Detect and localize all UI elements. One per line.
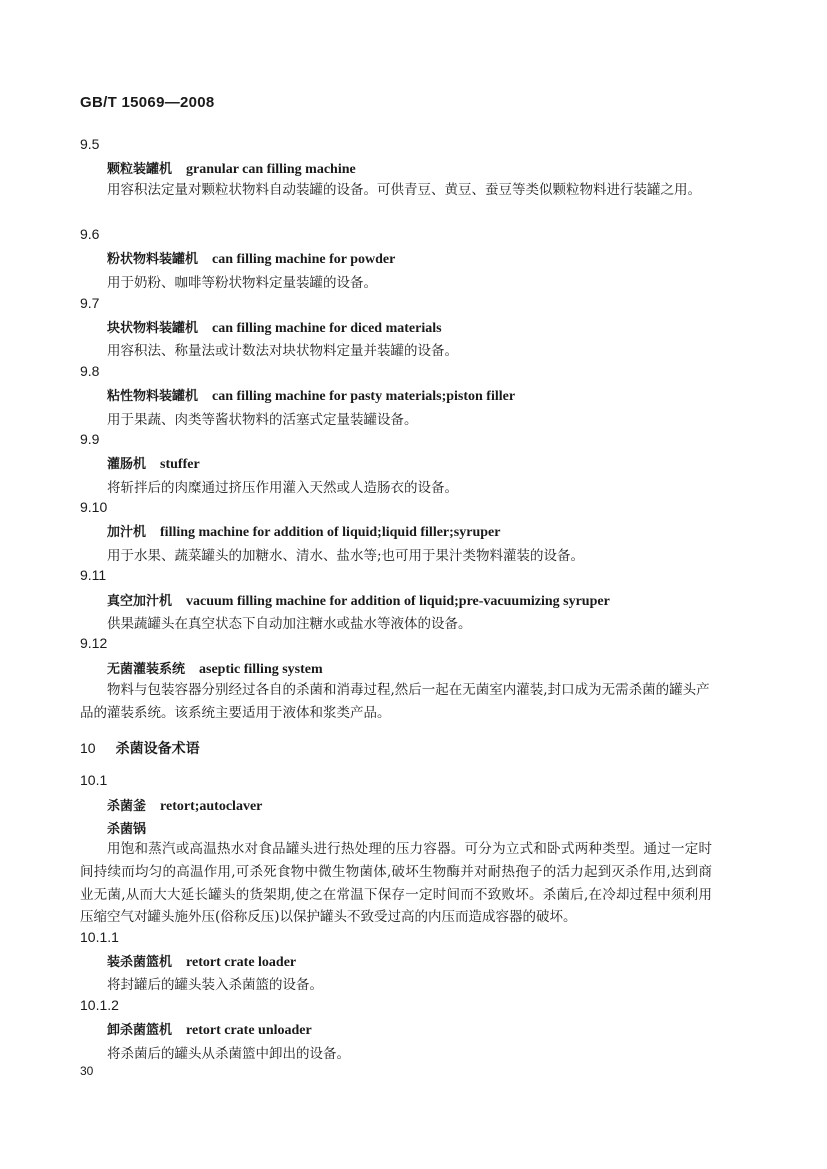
term-english: can filling machine for diced materials — [212, 321, 442, 336]
term-definition: 将封罐后的罐头装入杀菌篮的设备。 — [107, 977, 323, 993]
term-chinese: 粉状物料装罐机 — [107, 252, 199, 267]
term-english: stuffer — [160, 457, 200, 472]
term-heading — [107, 385, 515, 405]
term-definition: 用于水果、蔬菜罐头的加糖水、清水、盐水等;也可用于果汁类物料灌装的设备。 — [107, 548, 585, 564]
term-definition: 用于果蔬、肉类等酱状物料的活塞式定量装罐设备。 — [107, 412, 418, 428]
clause-number: 9.10 — [80, 499, 108, 515]
clause-number: 9.11 — [80, 567, 107, 583]
term-chinese: 颗粒装罐机 — [107, 162, 173, 177]
term-chinese: 无菌灌装系统 — [107, 662, 186, 677]
standard-header: GB/T 15069—2008 — [80, 94, 215, 111]
clause-number: 10.1 — [80, 772, 108, 788]
term-english: retort crate loader — [186, 955, 297, 970]
term-chinese: 加汁机 — [107, 525, 147, 540]
clause-number: 9.6 — [80, 226, 100, 242]
page-number: 30 — [80, 1064, 94, 1078]
term-chinese: 杀菌釜 — [107, 799, 147, 814]
term-heading — [107, 158, 356, 178]
clause-number: 9.9 — [80, 431, 100, 447]
clause-number: 9.8 — [80, 363, 100, 379]
clause-number: 9.7 — [80, 295, 100, 311]
term-heading — [107, 795, 262, 815]
term-english: granular can filling machine — [186, 162, 356, 177]
term-heading — [107, 453, 200, 473]
section-heading — [80, 738, 200, 758]
term-english: filling machine for addition of liquid;liquid filler;syruper — [160, 525, 501, 540]
term-english: aseptic filling system — [199, 662, 323, 677]
section-number: 10 — [80, 740, 96, 756]
clause-number: 9.5 — [80, 136, 100, 152]
term-definition: 用饱和蒸汽或高温热水对食品罐头进行热处理的压力容器。可分为立式和卧式两种类型。通过一定时间持续而均匀的高温作用,可杀死食物中微生物菌体,破坏生物酶并对耐热孢子的活力起到灭杀作用,达到商业无菌,从而大大延长罐头的货架期,使之在常温下保存一定时间而不致败坏。杀菌后,在冷却过程中须利用压缩空气对罐头施外压(俗称反压)以保护罐头不致受过高的内压而造成容器的破坏。 — [80, 841, 712, 926]
term-chinese: 卸杀菌篮机 — [107, 1023, 173, 1038]
term-chinese: 装杀菌篮机 — [107, 955, 173, 970]
term-english: retort crate unloader — [186, 1023, 312, 1038]
term-english: vacuum filling machine for addition of liquid;pre-vacuumizing syruper — [186, 594, 610, 609]
term-english: retort;autoclaver — [160, 799, 263, 814]
term-heading — [107, 951, 296, 971]
term-english: can filling machine for pasty materials;piston filler — [212, 389, 516, 404]
term-definition: 将杀菌后的罐头从杀菌篮中卸出的设备。 — [107, 1046, 350, 1062]
term-chinese: 块状物料装罐机 — [107, 321, 199, 336]
term-definition: 用容积法定量对颗粒状物料自动装罐的设备。可供青豆、黄豆、蚕豆等类似颗粒物料进行装罐之用。 — [107, 182, 701, 198]
term-chinese: 粘性物料装罐机 — [107, 389, 199, 404]
term-heading — [107, 317, 442, 337]
term-heading — [107, 590, 610, 610]
term-definition: 物料与包装容器分别经过各自的杀菌和消毒过程,然后一起在无菌室内灌装,封口成为无需杀菌的罐头产品的灌装系统。该系统主要适用于液体和浆类产品。 — [80, 682, 710, 721]
term-heading — [107, 521, 500, 541]
section-title: 杀菌设备术语 — [115, 741, 200, 757]
term-definition: 用容积法、称量法或计数法对块状物料定量并装罐的设备。 — [107, 343, 458, 359]
term-heading — [107, 1019, 312, 1039]
term-definition: 用于奶粉、咖啡等粉状物料定量装罐的设备。 — [107, 275, 377, 291]
term-heading — [107, 248, 395, 268]
term-heading — [107, 658, 323, 678]
term-definition: 供果蔬罐头在真空状态下自动加注糖水或盐水等液体的设备。 — [107, 616, 472, 632]
term-alternative: 杀菌锅 — [107, 822, 147, 837]
clause-number: 10.1.1 — [80, 929, 119, 945]
clause-number: 10.1.2 — [80, 997, 119, 1013]
term-definition: 将斩拌后的肉糜通过挤压作用灌入天然或人造肠衣的设备。 — [107, 480, 458, 496]
term-english: can filling machine for powder — [212, 252, 396, 267]
term-chinese: 真空加汁机 — [107, 594, 173, 609]
clause-number: 9.12 — [80, 635, 108, 651]
term-chinese: 灌肠机 — [107, 457, 147, 472]
